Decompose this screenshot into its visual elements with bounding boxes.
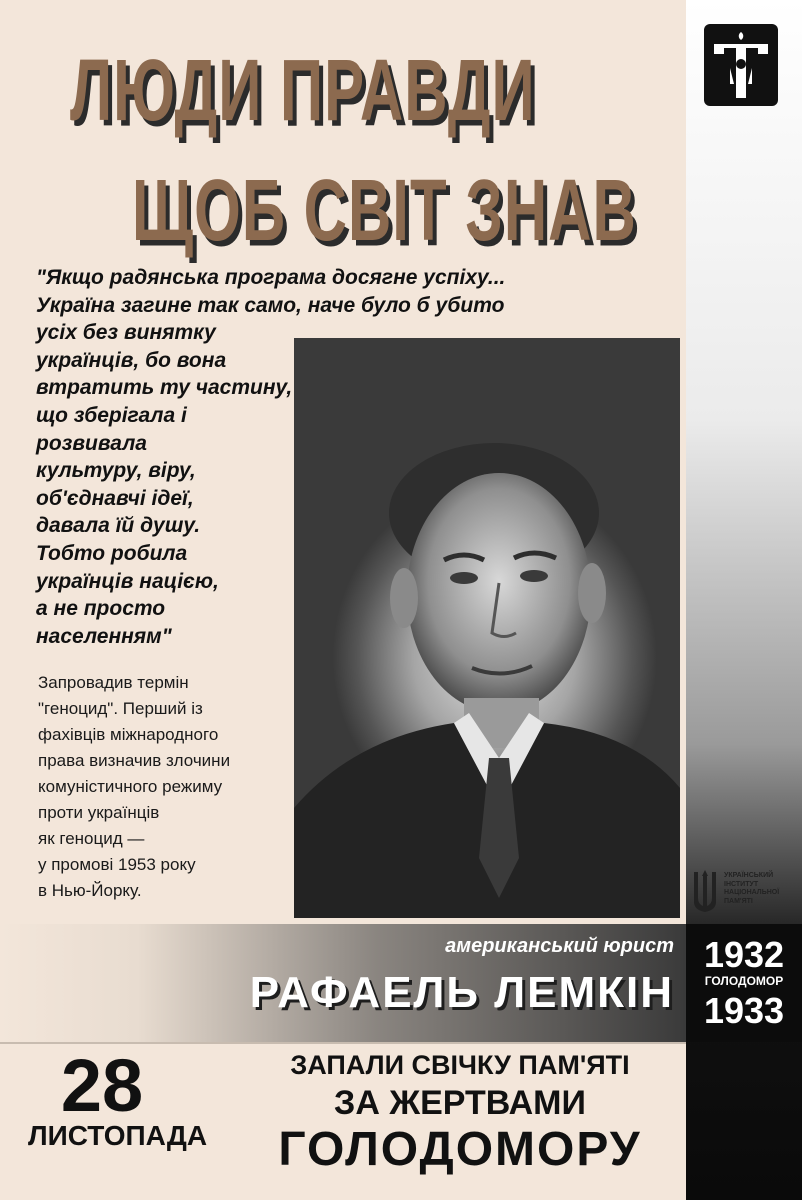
bio-line: у промові 1953 року bbox=[38, 855, 196, 874]
title-line-2: ЩОБ СВІТ ЗНАВ bbox=[132, 161, 637, 259]
biography-text bbox=[38, 670, 298, 904]
institute-name bbox=[724, 872, 779, 906]
bio-line: права визначив злочини bbox=[38, 751, 231, 770]
bio-line: Запровадив термін bbox=[38, 673, 189, 692]
person-name: РАФАЕЛЬ ЛЕМКІН bbox=[249, 968, 674, 1017]
date-day: 28 bbox=[60, 1044, 144, 1127]
institute-line: НАЦІОНАЛЬНОЇ bbox=[724, 889, 780, 896]
quote-line: а не просто bbox=[36, 597, 166, 621]
institute-line: ПАМ'ЯТІ bbox=[724, 897, 753, 905]
call-line-3: ГОЛОДОМОРУ bbox=[278, 1123, 642, 1176]
institute-line: ІНСТИТУТ bbox=[724, 880, 759, 888]
quote-line: що зберігала і bbox=[36, 403, 187, 427]
bio-line: в Нью-Йорку. bbox=[38, 881, 142, 900]
quote-line: українців нацією, bbox=[36, 569, 219, 593]
quote-line: Тобто робила bbox=[36, 541, 188, 565]
bio-line: проти українців bbox=[38, 803, 160, 822]
call-line-1: ЗАПАЛИ СВІЧКУ ПАМ'ЯТІ bbox=[290, 1050, 630, 1080]
memorial-logo-icon bbox=[704, 24, 778, 106]
bio-line: "геноцид". Перший із bbox=[38, 699, 203, 718]
call-line-2: ЗА ЖЕРТВАМИ bbox=[334, 1084, 586, 1122]
quote-line: українців, бо вона bbox=[36, 348, 227, 372]
title-line-1: ЛЮДИ ПРАВДИ bbox=[70, 41, 536, 139]
quote-line: усіх без винятку bbox=[36, 321, 216, 345]
years-label: ГОЛОДОМОР bbox=[704, 974, 784, 988]
quote-line: "Якщо радянська програма досягне успіху... bbox=[36, 266, 506, 289]
bio-line: як геноцид — bbox=[38, 829, 145, 848]
profession-label: американський юрист bbox=[445, 935, 674, 957]
bio-line: комуністичного режиму bbox=[38, 777, 223, 796]
year-start: 1932 bbox=[703, 934, 785, 975]
quote-line: втратить ту частину, bbox=[36, 376, 293, 400]
portrait-photo bbox=[294, 338, 680, 918]
quote-line: давала їй душу. bbox=[36, 514, 201, 538]
quote-line: Україна загине так само, наче було б убито bbox=[36, 293, 505, 317]
institute-line: УКРАЇНСЬКИЙ bbox=[724, 872, 774, 879]
year-end: 1933 bbox=[703, 990, 785, 1031]
date-month: ЛИСТОПАДА bbox=[28, 1120, 208, 1151]
quote-line: культуру, віру, bbox=[36, 459, 196, 483]
quote-line: населенням" bbox=[36, 624, 172, 648]
quote-line: розвивала bbox=[36, 431, 147, 455]
quote-line: об'єднавчі ідеї, bbox=[36, 486, 194, 510]
bio-line: фахівців міжнародного bbox=[38, 725, 219, 744]
